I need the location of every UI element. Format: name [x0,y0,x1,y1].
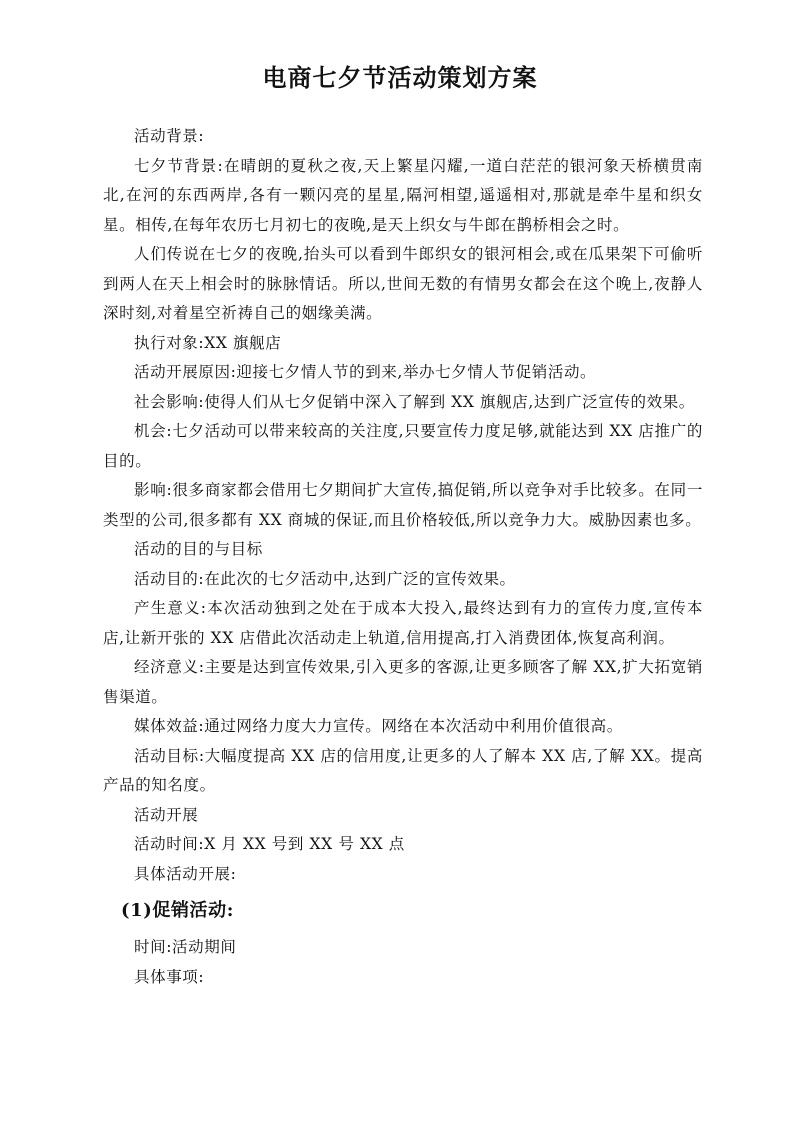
paragraph-background-heading: 活动背景: [134,127,205,145]
paragraph-economic: 经济意义:主要是达到宣传效果,引入更多的客源,让更多顾客了解 XX,扩大拓宽销售渠道。 [103,658,703,706]
paragraph-social-impact: 社会影响:使得人们从七夕促销中深入了解到 XX 旗舰店,达到广泛宣传的效果。 [134,392,695,411]
paragraph-qixi-background: 七夕节背景:在晴朗的夏秋之夜,天上繁星闪耀,一道白茫茫的银河象天桥横贯南北,在河的东西两岸,各有一颗闪亮的星星,隔河相望,遥遥相对,那就是牵牛星和织女星。相传,在每年农历七月初七的夜晚,是天上织女与牛郎在鹊桥相会之时。 [103,156,703,234]
paragraph-influence: 影响:很多商家都会借用七夕期间扩大宣传,搞促销,所以竞争对手比较多。在同一类型的公司,很多都有 XX 商城的保证,而且价格较低,所以竞争力大。威胁因素也多。 [103,481,703,529]
document-title: 电商七夕节活动策划方案 [262,63,538,92]
paragraph-activity-heading: 活动开展 [134,805,199,824]
paragraph-activity-time: 活动时间:X 月 XX 号到 XX 号 XX 点 [134,835,405,853]
paragraph-target: 执行对象:XX 旗舰店 [134,333,282,352]
paragraph-media: 媒体效益:通过网络力度大力宣传。网络在本次活动中利用价值很高。 [134,717,623,735]
document-body [103,122,703,992]
paragraph-opportunity: 机会:七夕活动可以带来较高的关注度,只要宣传力度足够,就能达到 XX 店推广的目的。 [103,422,703,470]
paragraph-time: 时间:活动期间 [134,938,237,956]
paragraph-reason: 活动开展原因:迎接七夕情人节的到来,举办七夕情人节促销活动。 [134,363,597,381]
paragraph-goals-heading: 活动的目的与目标 [134,540,263,558]
paragraph-significance: 产生意义:本次活动独到之处在于成本大投入,最终达到有力的宣传力度,宣传本店,让新开张的 XX 店借此次活动走上轨道,信用提高,打入消费团体,恢复高利润。 [103,599,703,647]
paragraph-legend: 人们传说在七夕的夜晚,抬头可以看到牛郎织女的银河相会,或在瓜果架下可偷听到两人在天上相会时的脉脉情话。所以,世间无数的有情男女都会在这个晚上,夜静人深时刻,对着星空祈祷自己的姻缘美满。 [103,245,703,322]
paragraph-activity-details: 具体活动开展: [134,864,237,883]
paragraph-objective: 活动目标:大幅度提高 XX 店的信用度,让更多的人了解本 XX 店,了解 XX。提高产品的知名度。 [103,746,703,794]
paragraph-items: 具体事项: [134,967,205,986]
paragraph-purpose: 活动目的:在此次的七夕活动中,达到广泛的宣传效果。 [134,569,516,588]
section-heading-promotion: (1)促销活动: [121,900,235,921]
